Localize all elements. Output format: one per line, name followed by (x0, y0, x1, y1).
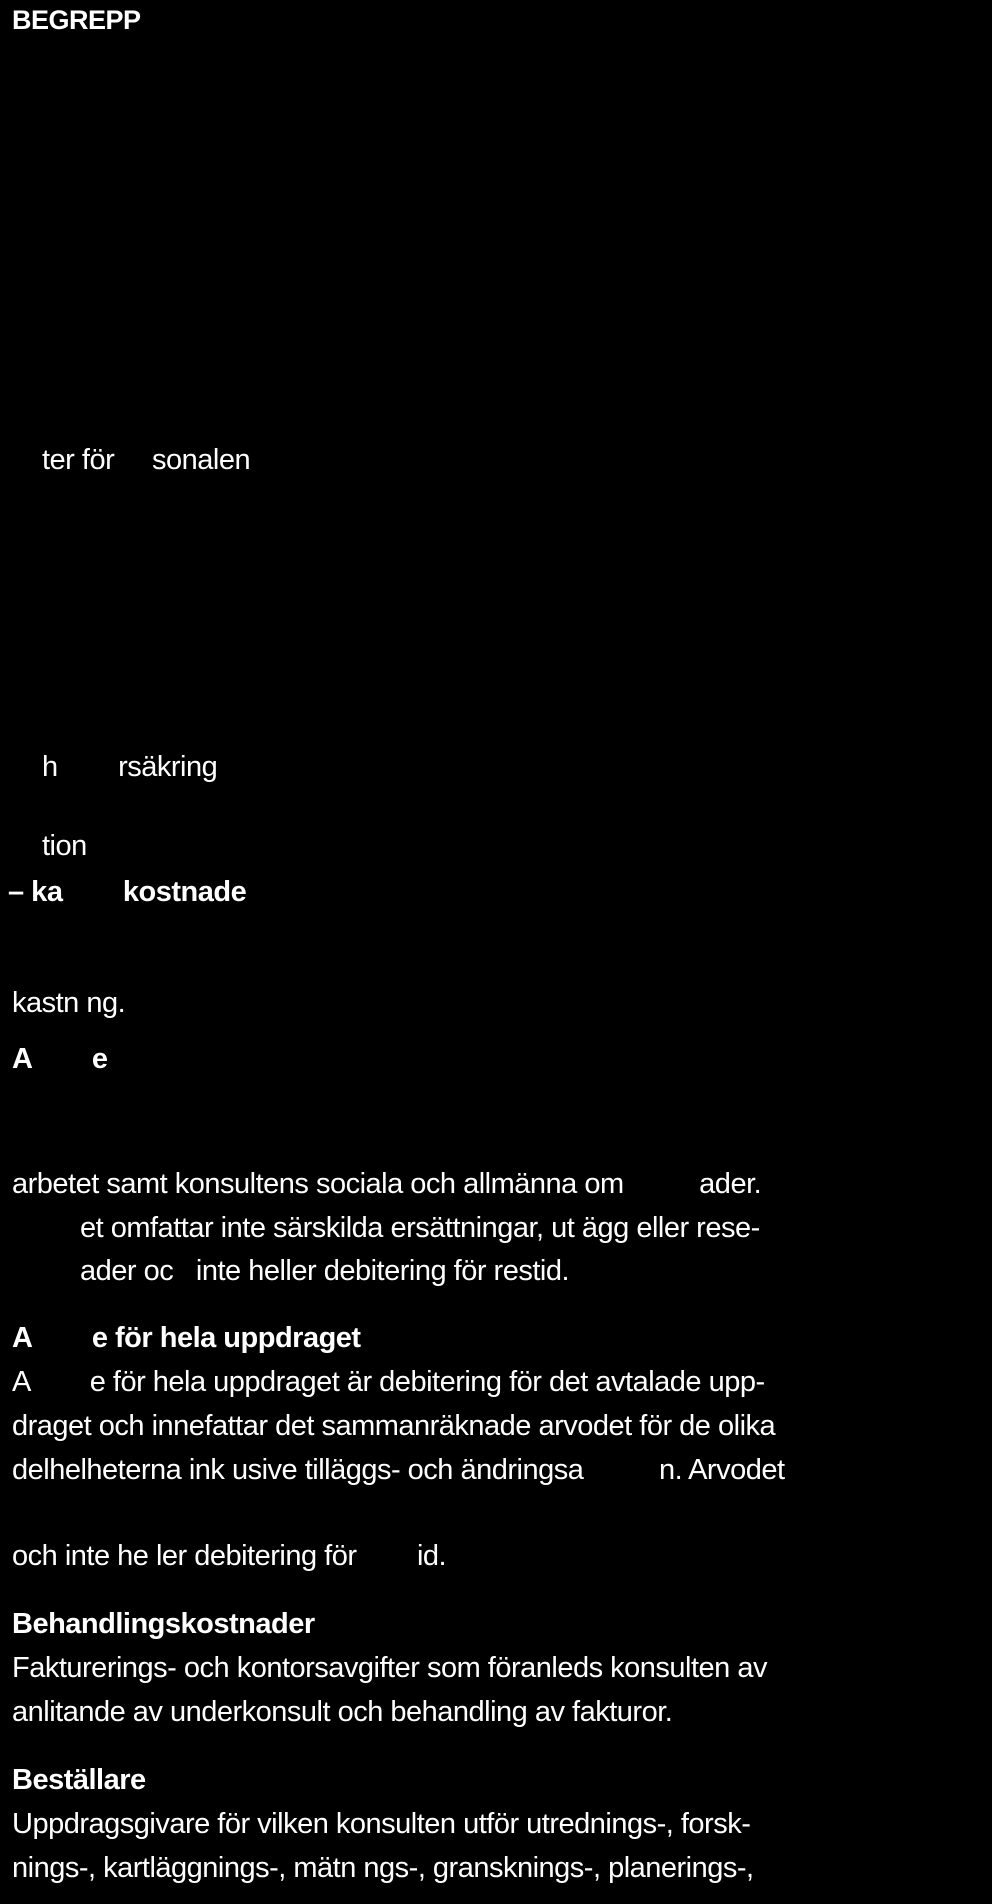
text-line: ader oc inte heller debitering för restid. (12, 1255, 570, 1287)
section-heading: Behandlingskostnader (12, 1608, 315, 1640)
text-line: och inte he ler debitering för id. (12, 1540, 447, 1572)
text-line: draget och innefattar det sammanräknade arvodet för de olika (12, 1410, 776, 1442)
section-heading: A e (12, 1043, 108, 1075)
text-line: anlitande av underkonsult och behandling av fakturor. (12, 1696, 673, 1728)
text-line: Uppdragsgivare för vilken konsulten utför utrednings-, forsk- (12, 1808, 751, 1840)
text-line: delhelheterna ink usive tilläggs- och ändringsa n. Arvodet (12, 1454, 785, 1486)
text-line: – ka kostnade (8, 876, 247, 908)
text-line: A e för hela uppdraget är debitering för det avtalade upp- (12, 1366, 765, 1398)
section-heading: Beställare (12, 1764, 146, 1796)
text-line: h rsäkring (42, 751, 218, 783)
text-line: arbetet samt konsultens sociala och allmänna om ader. (12, 1168, 762, 1200)
text-line: tion (42, 830, 87, 862)
page-title: BEGREPP (12, 5, 141, 35)
section-heading: A e för hela uppdraget (12, 1322, 361, 1354)
text-line: ter för sonalen (42, 444, 251, 476)
text-line: et omfattar inte särskilda ersättningar, ut ägg eller rese- (12, 1212, 760, 1244)
text-line: nings-, kartläggnings-, mätn ngs-, gransknings-, planerings-, (12, 1852, 754, 1884)
text-line: kastn ng. (12, 987, 126, 1019)
text-line: Fakturerings- och kontorsavgifter som föranleds konsulten av (12, 1652, 767, 1684)
